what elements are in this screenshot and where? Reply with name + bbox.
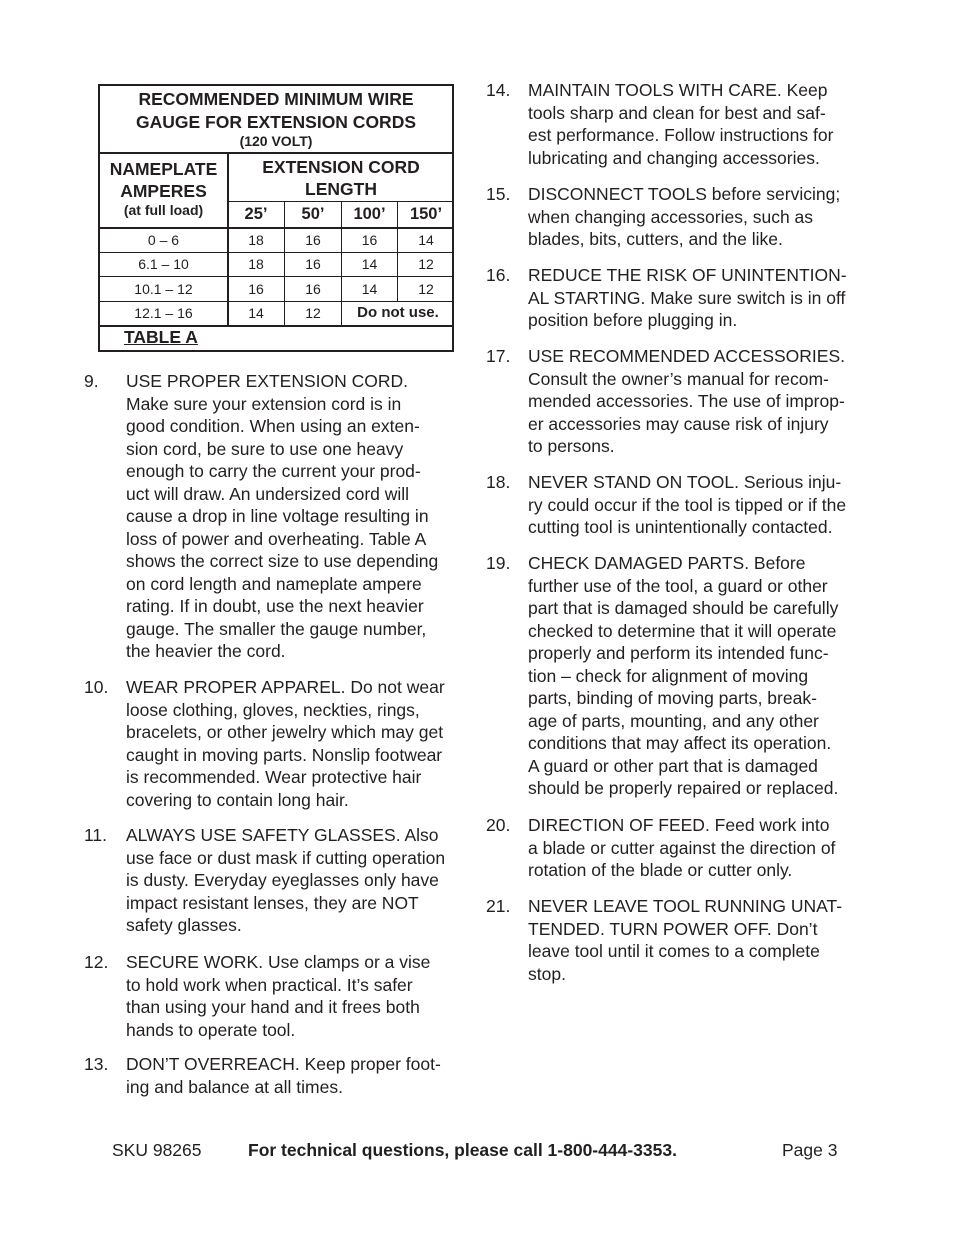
gauge-cell: 18 — [248, 232, 264, 248]
item-line: covering to contain long hair. — [126, 789, 349, 810]
item-number: 11. — [84, 825, 108, 845]
item-line: blades, bits, cutters, and the like. — [528, 229, 783, 249]
item-line: rating. If in doubt, use the next heavier — [126, 596, 424, 616]
amps-cell: 12.1 – 16 — [134, 305, 193, 321]
item-text — [126, 951, 476, 1041]
item-line: hands to operate tool. — [126, 1019, 296, 1040]
item-line: position before plugging in. — [528, 310, 738, 330]
item-line: on cord length and nameplate ampere — [126, 573, 422, 594]
item-text — [528, 552, 878, 800]
item-line: a blade or cutter against the direction of — [528, 837, 836, 858]
footer-page-number: Page 3 — [782, 1140, 838, 1160]
item-line: lubricating and changing accessories. — [528, 147, 820, 168]
amps-cell: 10.1 – 12 — [134, 281, 193, 297]
item-line: SECURE WORK. Use clamps or a vise — [126, 952, 431, 972]
gauge-cell: 14 — [418, 232, 434, 248]
ext-line1: EXTENSION CORD — [262, 157, 420, 177]
col-header: 150’ — [409, 205, 443, 223]
item-line: sion cord, be sure to use one heavy — [126, 438, 404, 459]
item-number: 10. — [84, 677, 109, 697]
item-line: bracelets, or other jewelry which may get — [126, 722, 444, 742]
col-header: 100’ — [353, 205, 386, 223]
item-line: than using your hand and it frees both — [126, 997, 420, 1017]
item-line: cause a drop in line voltage resulting in — [126, 506, 429, 526]
ext-line2: LENGTH — [305, 179, 377, 199]
table-title-line1: RECOMMENDED MINIMUM WIRE — [138, 89, 414, 109]
col-header: 50’ — [301, 205, 325, 223]
item-line: cutting tool is unintentionally contacted. — [528, 517, 833, 537]
item-line: impact resistant lenses, they are NOT — [126, 892, 419, 913]
nameplate-line1: NAMEPLATE — [109, 159, 218, 179]
item-text — [528, 183, 878, 251]
item-line: mended accessories. The use of improp- — [528, 391, 845, 411]
item-line: properly and perform its intended func- — [528, 643, 829, 663]
item-line: ing and balance at all times. — [126, 1076, 343, 1097]
item-line: rotation of the blade or cutter only. — [528, 860, 793, 880]
item-line: tools sharp and clean for best and saf- — [528, 102, 826, 123]
gauge-cell: 16 — [305, 256, 321, 272]
item-line: AL STARTING. Make sure switch is in off — [528, 287, 846, 308]
item-text — [528, 79, 878, 169]
gauge-cell: 16 — [305, 281, 321, 297]
item-line: caught in moving parts. Nonslip footwear — [126, 744, 443, 765]
item-text — [528, 264, 878, 332]
item-line: gauge. The smaller the gauge number, — [126, 618, 427, 639]
item-line: Make sure your extension cord is in — [126, 393, 402, 414]
item-line: NEVER STAND ON TOOL. Serious inju- — [528, 472, 842, 492]
item-line: is recommended. Wear protective hair — [126, 767, 422, 787]
item-line: CHECK DAMAGED PARTS. Before — [528, 553, 806, 573]
item-line: MAINTAIN TOOLS WITH CARE. Keep — [528, 80, 828, 100]
table-label: TABLE A — [124, 327, 198, 347]
table-title-sub: (120 VOLT) — [239, 133, 313, 149]
extension-header — [228, 156, 454, 200]
table-title — [100, 88, 452, 149]
item-line: to hold work when practical. It’s safer — [126, 974, 413, 995]
table-title-line2: GAUGE FOR EXTENSION CORDS — [135, 111, 417, 132]
item-line: DISCONNECT TOOLS before servicing; — [528, 184, 841, 204]
amps-cell: 6.1 – 10 — [138, 256, 189, 272]
gauge-cell: 12 — [418, 281, 434, 297]
nameplate-sub: (at full load) — [123, 202, 204, 218]
wire-gauge-table — [98, 84, 454, 352]
item-number: 17. — [486, 346, 511, 366]
item-number: 21. — [486, 896, 511, 916]
item-number: 14. — [486, 80, 511, 100]
item-line: when changing accessories, such as — [528, 206, 814, 227]
gauge-cell: 16 — [248, 281, 264, 297]
item-text — [126, 824, 476, 937]
item-number: 20. — [486, 815, 511, 835]
item-line: checked to determine that it will operate — [528, 620, 837, 641]
item-line: NEVER LEAVE TOOL RUNNING UNAT- — [528, 896, 843, 916]
item-line: stop. — [528, 963, 566, 984]
item-number: 15. — [486, 184, 511, 204]
item-line: USE PROPER EXTENSION CORD. — [126, 371, 408, 391]
item-line: WEAR PROPER APPAREL. Do not wear — [126, 677, 445, 697]
do-not-use-cell: Do not use. — [357, 304, 439, 321]
item-line: loose clothing, gloves, neckties, rings, — [126, 699, 420, 720]
item-line: er accessories may cause risk of injury — [528, 413, 829, 434]
item-number: 9. — [84, 371, 99, 391]
item-line: REDUCE THE RISK OF UNINTENTION- — [528, 265, 847, 285]
gauge-cell: 18 — [248, 256, 264, 272]
item-text — [528, 895, 878, 985]
gauge-cell: 12 — [305, 305, 321, 321]
gauge-cell: 12 — [418, 256, 434, 272]
item-line: shows the correct size to use depending — [126, 551, 439, 571]
item-line: use face or dust mask if cutting operation — [126, 847, 446, 868]
item-line: good condition. When using an exten- — [126, 416, 420, 436]
nameplate-line2: AMPERES — [120, 181, 207, 201]
item-line: further use of the tool, a guard or other — [528, 575, 828, 596]
item-text — [126, 1053, 476, 1098]
item-line: A guard or other part that is damaged — [528, 755, 818, 776]
footer-tech-support: For technical questions, please call 1-800-444-3353. — [248, 1140, 677, 1160]
nameplate-header — [100, 158, 227, 218]
amps-cell: 0 – 6 — [147, 232, 180, 248]
item-line: DON’T OVERREACH. Keep proper foot- — [126, 1054, 441, 1074]
item-line: part that is damaged should be carefully — [528, 598, 839, 618]
item-line: tion – check for alignment of moving — [528, 665, 809, 686]
gauge-cell: 16 — [305, 232, 321, 248]
item-line: should be properly repaired or replaced. — [528, 778, 839, 798]
item-line: est performance. Follow instructions for — [528, 125, 834, 145]
item-line: to persons. — [528, 436, 615, 456]
gauge-cell: 14 — [248, 305, 264, 321]
item-text — [126, 370, 476, 663]
item-line: the heavier the cord. — [126, 641, 286, 661]
item-line: conditions that may affect its operation. — [528, 733, 832, 753]
item-text — [126, 676, 476, 811]
item-line: TENDED. TURN POWER OFF. Don’t — [528, 918, 818, 939]
item-line: ALWAYS USE SAFETY GLASSES. Also — [126, 825, 439, 845]
col-header: 25’ — [244, 205, 268, 223]
item-line: loss of power and overheating. Table A — [126, 528, 427, 549]
item-line: parts, binding of moving parts, break- — [528, 688, 817, 708]
item-text — [528, 471, 878, 539]
item-line: Consult the owner’s manual for recom- — [528, 368, 829, 389]
item-number: 12. — [84, 952, 109, 972]
item-line: enough to carry the current your prod- — [126, 461, 421, 481]
gauge-cell: 16 — [361, 232, 378, 248]
item-line: uct will draw. An undersized cord will — [126, 483, 410, 504]
item-number: 13. — [84, 1054, 109, 1074]
item-line: leave tool until it comes to a complete — [528, 941, 820, 961]
item-line: USE RECOMMENDED ACCESSORIES. — [528, 346, 845, 366]
item-line: is dusty. Everyday eyeglasses only have — [126, 870, 439, 890]
gauge-cell: 14 — [361, 256, 378, 272]
footer-sku: SKU 98265 — [112, 1140, 202, 1160]
item-number: 18. — [486, 472, 511, 492]
rule-title — [100, 152, 452, 154]
item-number: 19. — [486, 553, 511, 573]
item-number: 16. — [486, 265, 511, 285]
gauge-cell: 14 — [361, 281, 378, 297]
item-line: DIRECTION OF FEED. Feed work into — [528, 815, 830, 835]
item-line: safety glasses. — [126, 915, 242, 935]
item-text — [528, 814, 878, 882]
item-text — [528, 345, 878, 458]
item-line: age of parts, mounting, and any other — [528, 710, 819, 731]
item-line: ry could occur if the tool is tipped or if the — [528, 494, 847, 515]
